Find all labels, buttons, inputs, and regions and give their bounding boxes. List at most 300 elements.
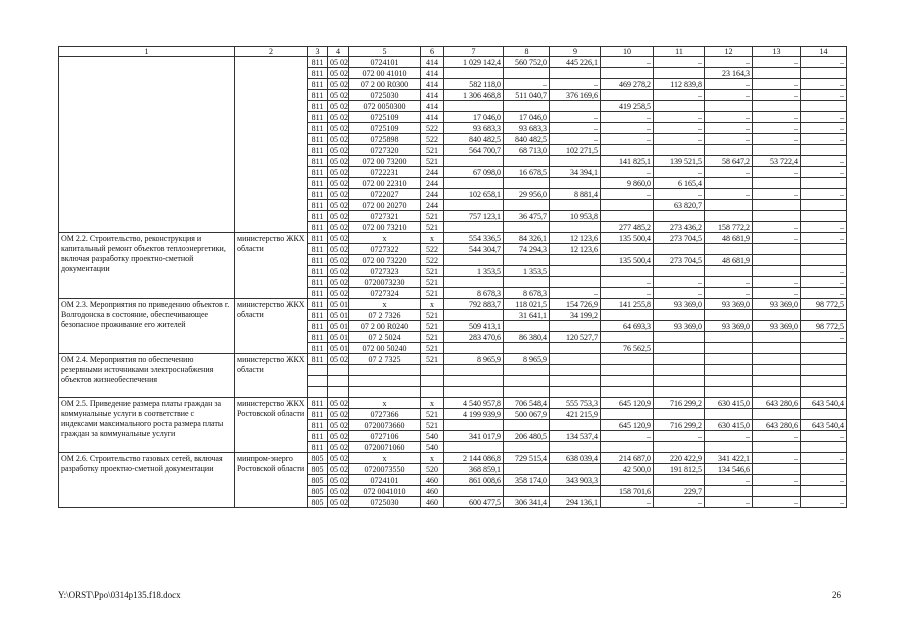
page-number: 26 xyxy=(832,590,841,600)
table-cell xyxy=(753,486,801,497)
table-cell: 811 xyxy=(308,420,328,431)
table-cell: 811 xyxy=(308,233,328,244)
table-cell xyxy=(444,255,504,266)
table-cell: 05 02 xyxy=(328,233,349,244)
table-cell xyxy=(654,387,705,398)
table-cell: 05 01 xyxy=(328,332,349,343)
measure-description: ОМ 2.2. Строительство, реконструкция и капитальный ремонт объектов теплоэнергетики, включая разработку проектно-сметной документации xyxy=(59,233,235,299)
table-cell xyxy=(444,178,504,189)
table-cell xyxy=(601,332,654,343)
table-cell: 811 xyxy=(308,90,328,101)
table-cell: – xyxy=(753,112,801,123)
table-cell: 645 120,9 xyxy=(601,420,654,431)
table-cell xyxy=(504,156,550,167)
table-cell: 4 199 939,9 xyxy=(444,409,504,420)
table-cell xyxy=(705,266,753,277)
table-cell xyxy=(801,343,847,354)
table-cell: – xyxy=(654,57,705,68)
table-cell: 05 02 xyxy=(328,200,349,211)
table-cell: 84 326,1 xyxy=(504,233,550,244)
table-cell: 0724101 xyxy=(349,57,421,68)
responsible-org: минпром-энерго Ростовской области xyxy=(235,453,308,508)
table-cell xyxy=(550,200,601,211)
table-cell xyxy=(444,277,504,288)
table-cell xyxy=(550,101,601,112)
table-cell: 05 02 xyxy=(328,178,349,189)
table-cell xyxy=(801,365,847,376)
table-cell: 273 436,2 xyxy=(654,222,705,233)
table-cell: 072 00 50240 xyxy=(349,343,421,354)
table-cell: 8 678,3 xyxy=(504,288,550,299)
table-cell xyxy=(550,321,601,332)
table-cell: 460 xyxy=(421,475,444,486)
table-cell xyxy=(550,255,601,266)
table-cell xyxy=(654,354,705,365)
table-cell: 0720071060 xyxy=(349,442,421,453)
table-cell: 98 772,5 xyxy=(801,299,847,310)
table-cell xyxy=(654,211,705,222)
responsible-org: министерство ЖКХ области xyxy=(235,354,308,398)
table-cell: 521 xyxy=(421,211,444,222)
table-cell: 414 xyxy=(421,57,444,68)
table-cell: 64 693,3 xyxy=(601,321,654,332)
table-cell: 600 477,5 xyxy=(444,497,504,508)
table-cell: – xyxy=(705,288,753,299)
table-cell: 521 xyxy=(421,266,444,277)
table-cell: 072 00 20270 xyxy=(349,200,421,211)
table-cell xyxy=(601,200,654,211)
column-header: 5 xyxy=(349,47,421,57)
table-cell xyxy=(444,222,504,233)
table-cell: 805 xyxy=(308,475,328,486)
table-cell: 840 482,5 xyxy=(444,134,504,145)
table-cell: 414 xyxy=(421,90,444,101)
table-cell: – xyxy=(801,123,847,134)
table-cell: – xyxy=(705,90,753,101)
table-cell: 220 422,9 xyxy=(654,453,705,464)
table-cell: х xyxy=(421,453,444,464)
table-cell: – xyxy=(801,189,847,200)
table-cell: 343 903,3 xyxy=(550,475,601,486)
table-cell xyxy=(801,387,847,398)
table-cell: 811 xyxy=(308,321,328,332)
table-cell: – xyxy=(601,431,654,442)
table-cell xyxy=(504,321,550,332)
table-cell xyxy=(654,310,705,321)
table-cell xyxy=(753,255,801,266)
table-cell: – xyxy=(601,189,654,200)
column-header: 4 xyxy=(328,47,349,57)
table-cell: 368 859,1 xyxy=(444,464,504,475)
table-cell xyxy=(550,178,601,189)
table-cell xyxy=(349,387,421,398)
table-cell xyxy=(801,244,847,255)
table-cell: 419 258,5 xyxy=(601,101,654,112)
table-cell: 500 067,9 xyxy=(504,409,550,420)
table-cell: 072 00 73200 xyxy=(349,156,421,167)
table-cell: 811 xyxy=(308,244,328,255)
table-cell xyxy=(753,332,801,343)
table-cell: 102 271,5 xyxy=(550,145,601,156)
table-cell: 29 956,0 xyxy=(504,189,550,200)
table-cell: 522 xyxy=(421,244,444,255)
table-cell: 521 xyxy=(421,288,444,299)
table-cell: 05 02 xyxy=(328,486,349,497)
table-cell xyxy=(444,343,504,354)
file-path: Y:\ORST\Ppo\0314p135.f18.docx xyxy=(58,590,181,600)
table-cell: 811 xyxy=(308,167,328,178)
table-cell: 1 353,5 xyxy=(444,266,504,277)
table-cell: 206 480,5 xyxy=(504,431,550,442)
table-cell: 0725030 xyxy=(349,497,421,508)
table-cell: – xyxy=(753,431,801,442)
table-cell: 811 xyxy=(308,57,328,68)
table-cell: 811 xyxy=(308,310,328,321)
table-cell: 05 02 xyxy=(328,90,349,101)
table-cell: 414 xyxy=(421,79,444,90)
table-cell: 17 046,0 xyxy=(444,112,504,123)
table-cell: 811 xyxy=(308,255,328,266)
table-cell: 93 369,0 xyxy=(705,321,753,332)
table-cell: – xyxy=(801,277,847,288)
table-cell: 244 xyxy=(421,167,444,178)
table-cell xyxy=(504,277,550,288)
table-cell: 05 01 xyxy=(328,310,349,321)
table-cell: – xyxy=(654,123,705,134)
table-cell xyxy=(801,464,847,475)
table-cell xyxy=(705,343,753,354)
table-cell: 05 02 xyxy=(328,442,349,453)
table-cell xyxy=(444,310,504,321)
table-cell: 643 280,6 xyxy=(753,398,801,409)
table-cell: – xyxy=(654,189,705,200)
table-cell: 141 825,1 xyxy=(601,156,654,167)
table-cell xyxy=(654,442,705,453)
table-cell: 358 174,0 xyxy=(504,475,550,486)
table-cell: – xyxy=(601,134,654,145)
table-cell xyxy=(753,343,801,354)
table-cell: 05 02 xyxy=(328,57,349,68)
table-cell xyxy=(654,332,705,343)
table-cell: 48 681,9 xyxy=(705,255,753,266)
table-cell: х xyxy=(421,233,444,244)
table-cell xyxy=(601,475,654,486)
table-cell: 414 xyxy=(421,101,444,112)
table-cell xyxy=(601,409,654,420)
table-cell: 07 2 00 R0240 xyxy=(349,321,421,332)
table-cell: 638 039,4 xyxy=(550,453,601,464)
table-cell: 8 881,4 xyxy=(550,189,601,200)
table-cell xyxy=(504,420,550,431)
table-cell xyxy=(753,354,801,365)
table-cell: 560 752,0 xyxy=(504,57,550,68)
table-cell: – xyxy=(601,288,654,299)
table-cell: – xyxy=(801,134,847,145)
table-cell xyxy=(705,244,753,255)
table-cell: 554 336,5 xyxy=(444,233,504,244)
table-cell: 805 xyxy=(308,464,328,475)
table-cell: 05 02 xyxy=(328,475,349,486)
table-cell xyxy=(654,365,705,376)
column-header: 10 xyxy=(601,47,654,57)
table-cell: 540 xyxy=(421,442,444,453)
table-cell xyxy=(601,266,654,277)
table-cell: 05 02 xyxy=(328,123,349,134)
table-cell: 072 00 22310 xyxy=(349,178,421,189)
table-cell: 05 02 xyxy=(328,464,349,475)
table-cell: 48 681,9 xyxy=(705,233,753,244)
table-cell: – xyxy=(705,123,753,134)
table-cell xyxy=(753,244,801,255)
table-cell xyxy=(654,145,705,156)
table-cell: 4 540 957,8 xyxy=(444,398,504,409)
table-cell: – xyxy=(654,288,705,299)
table-cell: 0725898 xyxy=(349,134,421,145)
table-cell: 273 704,5 xyxy=(654,255,705,266)
table-cell xyxy=(504,387,550,398)
column-header: 6 xyxy=(421,47,444,57)
table-cell xyxy=(444,68,504,79)
table-cell: 582 118,0 xyxy=(444,79,504,90)
table-cell: 1 029 142,4 xyxy=(444,57,504,68)
table-cell xyxy=(601,365,654,376)
table-row xyxy=(59,233,847,244)
table-cell xyxy=(444,200,504,211)
table-cell: х xyxy=(349,233,421,244)
table-cell xyxy=(705,409,753,420)
table-cell: 511 040,7 xyxy=(504,90,550,101)
table-cell: 0725109 xyxy=(349,123,421,134)
table-cell: 12 123,6 xyxy=(550,244,601,255)
table-cell xyxy=(504,255,550,266)
table-cell: – xyxy=(550,112,601,123)
responsible-org: министерство ЖКХ Ростовской области xyxy=(235,398,308,453)
table-cell: 277 485,2 xyxy=(601,222,654,233)
table-cell: – xyxy=(753,123,801,134)
table-cell xyxy=(801,178,847,189)
column-header: 11 xyxy=(654,47,705,57)
table-cell: 520 xyxy=(421,464,444,475)
table-cell: – xyxy=(705,79,753,90)
table-cell xyxy=(801,68,847,79)
table-cell xyxy=(753,365,801,376)
table-cell: х xyxy=(349,299,421,310)
table-cell: 134 546,6 xyxy=(705,464,753,475)
table-cell: х xyxy=(349,453,421,464)
table-cell xyxy=(801,486,847,497)
table-cell: 521 xyxy=(421,409,444,420)
table-cell xyxy=(753,211,801,222)
table-cell: 811 xyxy=(308,156,328,167)
table-cell xyxy=(753,101,801,112)
table-cell xyxy=(705,486,753,497)
table-header-row xyxy=(59,47,847,57)
table-cell: – xyxy=(801,112,847,123)
table-cell xyxy=(654,376,705,387)
table-cell xyxy=(504,68,550,79)
table-cell: 139 521,5 xyxy=(654,156,705,167)
table-cell: 34 199,2 xyxy=(550,310,601,321)
table-cell: 07 2 7325 xyxy=(349,354,421,365)
table-cell: 134 537,4 xyxy=(550,431,601,442)
table-cell: – xyxy=(753,90,801,101)
table-cell: – xyxy=(753,277,801,288)
table-cell xyxy=(801,255,847,266)
table-cell: – xyxy=(801,222,847,233)
table-cell xyxy=(705,376,753,387)
table-cell xyxy=(705,354,753,365)
table-cell xyxy=(705,145,753,156)
table-cell xyxy=(705,332,753,343)
table-cell: 05 01 xyxy=(328,343,349,354)
table-cell: 05 02 xyxy=(328,189,349,200)
table-cell: 36 475,7 xyxy=(504,211,550,222)
table-cell: – xyxy=(753,233,801,244)
budget-table xyxy=(58,46,847,508)
table-cell xyxy=(654,68,705,79)
table-cell: 42 500,0 xyxy=(601,464,654,475)
table-cell: 521 xyxy=(421,277,444,288)
table-cell xyxy=(550,486,601,497)
table-cell: 811 xyxy=(308,101,328,112)
table-cell: 05 02 xyxy=(328,497,349,508)
table-cell xyxy=(801,409,847,420)
table-cell: 12 123,6 xyxy=(550,233,601,244)
table-cell xyxy=(753,145,801,156)
table-cell xyxy=(705,310,753,321)
table-cell: 805 xyxy=(308,486,328,497)
table-cell xyxy=(550,442,601,453)
table-cell: 811 xyxy=(308,354,328,365)
table-cell: – xyxy=(801,233,847,244)
table-cell: 86 380,4 xyxy=(504,332,550,343)
table-cell: – xyxy=(801,332,847,343)
table-cell xyxy=(550,343,601,354)
table-cell: – xyxy=(654,112,705,123)
table-cell: – xyxy=(705,167,753,178)
table-cell: 811 xyxy=(308,398,328,409)
table-cell: 2 144 086,8 xyxy=(444,453,504,464)
table-cell: 63 820,7 xyxy=(654,200,705,211)
table-cell xyxy=(753,409,801,420)
table-cell: – xyxy=(753,189,801,200)
table-cell: 34 394,1 xyxy=(550,167,601,178)
table-cell: 05 02 xyxy=(328,420,349,431)
table-cell: 05 01 xyxy=(328,299,349,310)
table-cell: 643 280,6 xyxy=(753,420,801,431)
table-cell: 072 00 41010 xyxy=(349,68,421,79)
table-cell: 31 641,1 xyxy=(504,310,550,321)
table-cell xyxy=(601,387,654,398)
measure-description: ОМ 2.4. Мероприятия по обеспечению резервными источниками электроснабжения объектов жизнеобеспечения xyxy=(59,354,235,398)
table-cell: – xyxy=(753,497,801,508)
table-cell xyxy=(444,365,504,376)
table-cell: 214 687,0 xyxy=(601,453,654,464)
table-cell xyxy=(753,178,801,189)
responsible-org xyxy=(235,57,308,233)
table-cell: 072 0050300 xyxy=(349,101,421,112)
table-cell: 792 883,7 xyxy=(444,299,504,310)
table-cell xyxy=(444,420,504,431)
table-cell xyxy=(444,486,504,497)
table-cell xyxy=(421,376,444,387)
table-cell: 05 02 xyxy=(328,145,349,156)
table-cell xyxy=(801,442,847,453)
table-cell: 1 306 468,8 xyxy=(444,90,504,101)
table-cell: 716 299,2 xyxy=(654,420,705,431)
table-cell xyxy=(308,365,328,376)
table-cell: 05 02 xyxy=(328,453,349,464)
table-cell: 0720073550 xyxy=(349,464,421,475)
table-cell xyxy=(550,156,601,167)
table-cell xyxy=(444,387,504,398)
table-cell xyxy=(601,68,654,79)
table-cell xyxy=(753,387,801,398)
table-cell: 158 701,6 xyxy=(601,486,654,497)
measure-description xyxy=(59,57,235,233)
table-cell xyxy=(550,387,601,398)
table-cell xyxy=(601,145,654,156)
table-cell: 072 0041010 xyxy=(349,486,421,497)
table-cell xyxy=(421,387,444,398)
table-cell: 811 xyxy=(308,409,328,420)
table-cell: 05 02 xyxy=(328,134,349,145)
table-cell: 0724101 xyxy=(349,475,421,486)
table-cell: 8 678,3 xyxy=(444,288,504,299)
table-cell: – xyxy=(654,497,705,508)
table-cell xyxy=(550,222,601,233)
table-cell: – xyxy=(753,475,801,486)
table-cell xyxy=(705,101,753,112)
table-cell: 521 xyxy=(421,420,444,431)
table-cell: 643 540,4 xyxy=(801,420,847,431)
table-cell: – xyxy=(654,134,705,145)
table-cell: 805 xyxy=(308,453,328,464)
table-cell xyxy=(550,464,601,475)
table-cell: 811 xyxy=(308,123,328,134)
table-cell: 521 xyxy=(421,156,444,167)
table-cell: 05 02 xyxy=(328,101,349,112)
table-cell xyxy=(328,365,349,376)
column-header: 12 xyxy=(705,47,753,57)
table-cell: – xyxy=(705,475,753,486)
table-cell: 522 xyxy=(421,134,444,145)
table-cell xyxy=(654,409,705,420)
table-cell xyxy=(654,343,705,354)
table-cell: – xyxy=(801,431,847,442)
table-cell xyxy=(753,464,801,475)
table-cell: – xyxy=(801,475,847,486)
table-row xyxy=(59,398,847,409)
table-cell: х xyxy=(421,299,444,310)
table-cell xyxy=(550,266,601,277)
table-cell xyxy=(601,442,654,453)
table-cell: – xyxy=(550,134,601,145)
table-cell: 072 00 73210 xyxy=(349,222,421,233)
table-cell: 0722027 xyxy=(349,189,421,200)
table-cell: 74 294,3 xyxy=(504,244,550,255)
table-cell: – xyxy=(601,57,654,68)
measure-description: ОМ 2.5. Приведение размера платы граждан за коммунальные услуги в соответствие с индексами максимального роста размера платы граждан за коммунальные услуги xyxy=(59,398,235,453)
table-cell: 811 xyxy=(308,343,328,354)
table-cell xyxy=(601,244,654,255)
table-cell xyxy=(444,101,504,112)
table-cell: 421 215,9 xyxy=(550,409,601,420)
table-cell: 76 562,5 xyxy=(601,343,654,354)
table-cell: 244 xyxy=(421,200,444,211)
table-cell xyxy=(444,156,504,167)
table-cell: 540 xyxy=(421,431,444,442)
